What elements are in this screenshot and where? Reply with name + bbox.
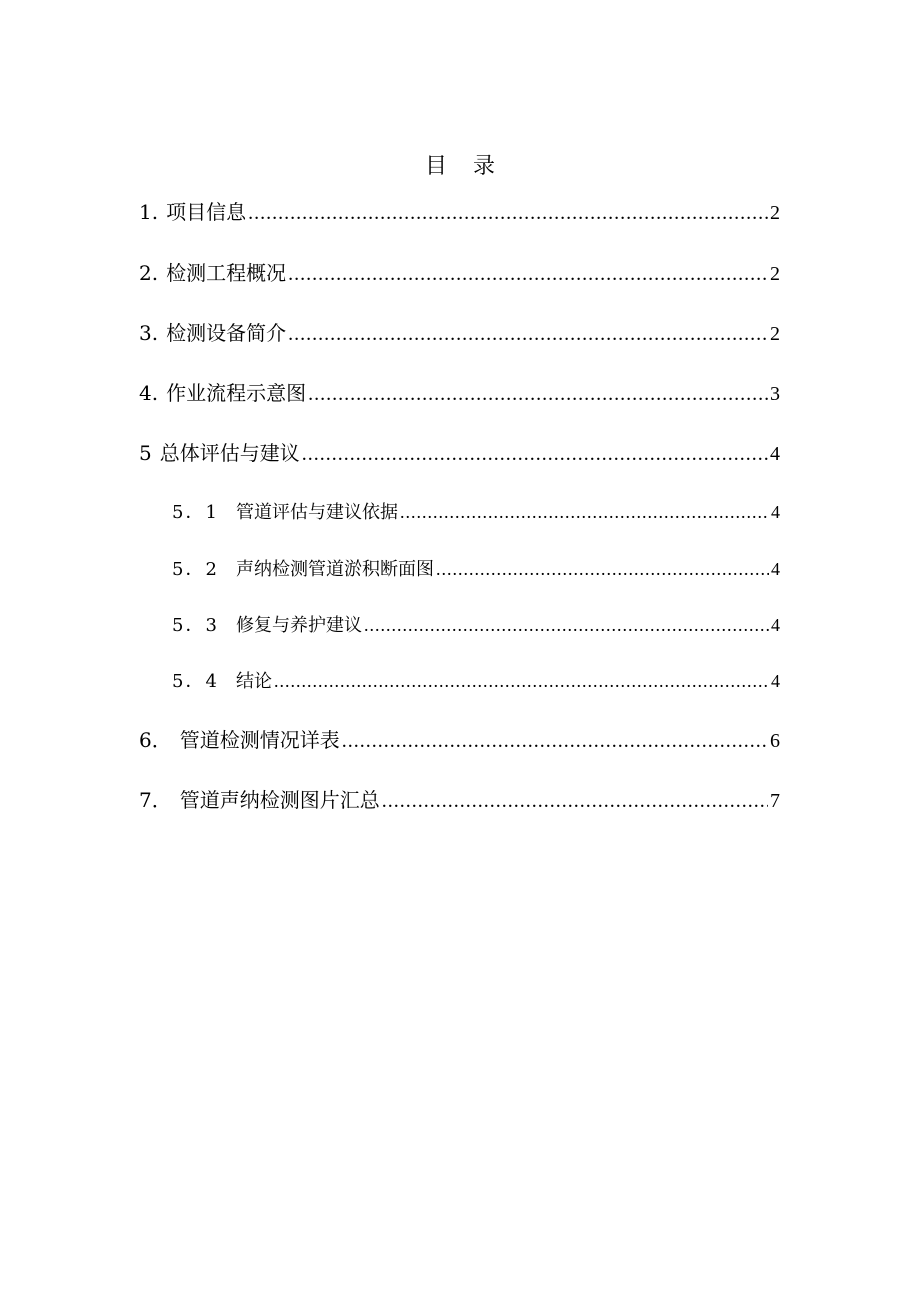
toc-leader-dots bbox=[364, 611, 769, 639]
toc-entry-number: 5．1 bbox=[172, 502, 219, 523]
toc-entry-inspection-details[interactable] bbox=[139, 725, 780, 756]
toc-entry-page: 2 bbox=[770, 263, 780, 285]
toc-entry-conclusion[interactable] bbox=[172, 667, 780, 696]
toc-entry-page: 4 bbox=[770, 443, 780, 465]
toc-entry-equipment[interactable] bbox=[139, 318, 780, 349]
toc-leader-dots bbox=[308, 379, 768, 409]
toc-entry-text: 管道评估与建议依据 bbox=[236, 502, 398, 523]
toc-entry-text: 管道声纳检测图片汇总 bbox=[179, 788, 380, 812]
toc-entry-number: 3. bbox=[139, 321, 159, 345]
toc-entry-number: 5．4 bbox=[172, 671, 219, 692]
toc-entry-page: 2 bbox=[770, 323, 780, 345]
toc-entry-assessment-basis[interactable] bbox=[172, 498, 780, 527]
toc-entry-number: 6． bbox=[139, 728, 172, 752]
toc-title bbox=[0, 150, 920, 184]
toc-entry-project-overview[interactable] bbox=[139, 258, 780, 289]
toc-leader-dots bbox=[248, 198, 768, 228]
toc-entry-assessment[interactable] bbox=[139, 438, 780, 469]
toc-entry-text: 结论 bbox=[236, 671, 272, 692]
toc-entry-text: 总体评估与建议 bbox=[159, 441, 300, 465]
toc-entry-text: 声纳检测管道淤积断面图 bbox=[236, 559, 434, 580]
toc-entry-page: 4 bbox=[771, 615, 780, 635]
toc-entry-project-info[interactable] bbox=[139, 197, 780, 228]
toc-entry-text: 修复与养护建议 bbox=[236, 615, 362, 636]
toc-entry-number: 1. bbox=[139, 200, 159, 224]
toc-leader-dots bbox=[288, 319, 768, 349]
toc-entry-page: 7 bbox=[770, 790, 780, 812]
toc-entry-sonar-section[interactable] bbox=[172, 555, 780, 584]
toc-entry-text: 检测设备简介 bbox=[166, 321, 287, 345]
toc-leader-dots bbox=[342, 726, 768, 756]
toc-entry-page: 4 bbox=[771, 671, 780, 691]
toc-leader-dots bbox=[400, 498, 769, 526]
toc-entry-page: 4 bbox=[771, 559, 780, 579]
toc-entry-number: 7． bbox=[139, 788, 172, 812]
toc-leader-dots bbox=[288, 259, 768, 289]
toc-leader-dots bbox=[302, 439, 768, 469]
toc-entry-number: 5．2 bbox=[172, 559, 219, 580]
toc-entry-number: 2. bbox=[139, 261, 159, 285]
toc-entry-repair-suggestions[interactable] bbox=[172, 611, 780, 640]
toc-entry-text: 项目信息 bbox=[166, 200, 247, 224]
toc-entry-workflow[interactable] bbox=[139, 378, 780, 409]
toc-title-part-2: 录 bbox=[473, 154, 496, 179]
toc-entry-number: 5 bbox=[139, 441, 152, 465]
toc-entry-text: 检测工程概况 bbox=[166, 261, 287, 285]
toc-title-part-1: 目 bbox=[424, 154, 447, 179]
toc-entry-page: 4 bbox=[771, 502, 780, 522]
toc-entry-page: 2 bbox=[770, 202, 780, 224]
toc-leader-dots bbox=[436, 555, 769, 583]
toc-entry-number: 5．3 bbox=[172, 615, 219, 636]
toc-entry-text: 作业流程示意图 bbox=[166, 381, 307, 405]
toc-entry-page: 3 bbox=[770, 383, 780, 405]
toc-entry-sonar-images[interactable] bbox=[139, 785, 780, 816]
toc-entry-text: 管道检测情况详表 bbox=[179, 728, 340, 752]
toc-entry-number: 4. bbox=[139, 381, 159, 405]
toc-leader-dots bbox=[274, 667, 769, 695]
toc-leader-dots bbox=[382, 786, 768, 816]
toc-entry-page: 6 bbox=[770, 730, 780, 752]
